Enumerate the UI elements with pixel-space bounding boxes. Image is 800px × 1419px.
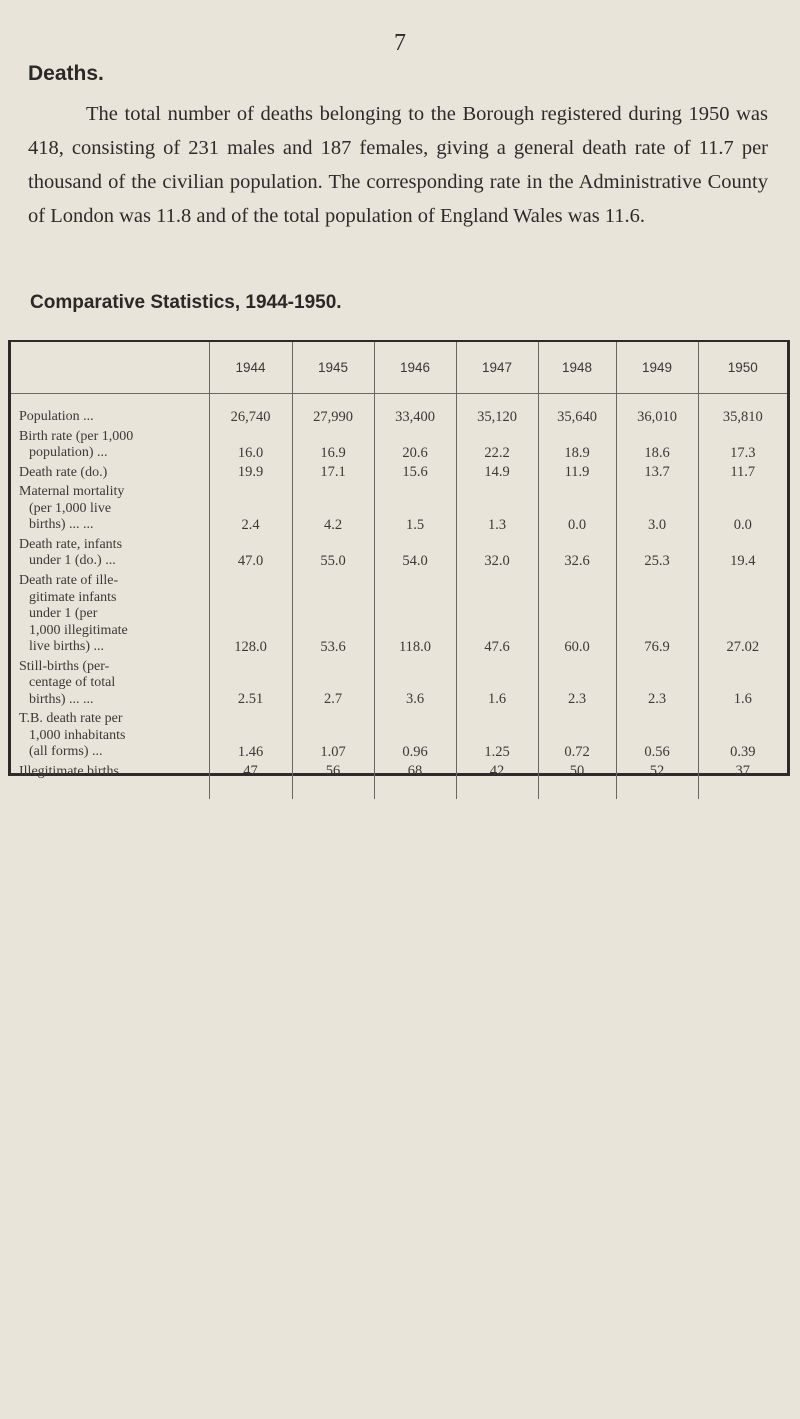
- data-cell: 55.0: [292, 535, 374, 571]
- row-label-line: Birth rate (per 1,000: [19, 428, 134, 444]
- spacer-cell: [209, 781, 292, 799]
- row-label-line: births) ... ...: [29, 691, 94, 707]
- row-label-line: 1,000 illegitimate: [29, 622, 128, 638]
- spacer-cell: [698, 781, 787, 799]
- data-cell: 35,120: [456, 394, 538, 427]
- row-label-line: (all forms) ...: [29, 744, 103, 759]
- row-label-line: Illegitimate births: [19, 763, 119, 779]
- data-cell: 4.2: [292, 482, 374, 535]
- data-cell: 47.6: [456, 571, 538, 657]
- data-cell: 0.56: [616, 709, 698, 762]
- row-label: [11, 571, 209, 657]
- data-cell: 52: [616, 762, 698, 782]
- row-label-line: population) ...: [29, 445, 108, 460]
- data-cell: 1.07: [292, 709, 374, 762]
- year-header: 1948: [538, 342, 616, 394]
- spacer-cell: [292, 781, 374, 799]
- data-cell: 0.0: [538, 482, 616, 535]
- table-spacer-row: [11, 781, 787, 799]
- row-label-line: under 1 (per: [29, 606, 98, 621]
- table-row: [11, 657, 787, 710]
- row-label-line: births) ... ...: [29, 517, 94, 532]
- data-cell: 50: [538, 762, 616, 782]
- year-header: 1944: [209, 342, 292, 394]
- year-header: 1946: [374, 342, 456, 394]
- row-label-line: gitimate infants: [29, 589, 117, 605]
- data-cell: 17.1: [292, 463, 374, 483]
- data-cell: 56: [292, 762, 374, 782]
- data-cell: 1.5: [374, 482, 456, 535]
- data-cell: 1.3: [456, 482, 538, 535]
- data-cell: 19.9: [209, 463, 292, 483]
- data-cell: 1.25: [456, 709, 538, 762]
- data-cell: 42: [456, 762, 538, 782]
- data-cell: 68: [374, 762, 456, 782]
- row-label-line: Maternal mortality: [19, 484, 125, 499]
- deaths-heading: Deaths.: [28, 62, 104, 85]
- data-cell: 3.0: [616, 482, 698, 535]
- data-cell: 17.3: [698, 427, 787, 463]
- data-cell: 26,740: [209, 394, 292, 427]
- data-cell: 3.6: [374, 657, 456, 710]
- table-row: [11, 482, 787, 535]
- data-cell: 22.2: [456, 427, 538, 463]
- data-cell: 18.9: [538, 427, 616, 463]
- row-label-line: under 1 (do.) ...: [29, 553, 116, 568]
- data-cell: 32.6: [538, 535, 616, 571]
- data-cell: 118.0: [374, 571, 456, 657]
- table-row: [11, 571, 787, 657]
- data-cell: 47.0: [209, 535, 292, 571]
- row-label-line: (per 1,000 live: [29, 500, 112, 516]
- header-row: [11, 342, 787, 394]
- row-label: [11, 482, 209, 535]
- data-cell: 35,640: [538, 394, 616, 427]
- data-cell: 25.3: [616, 535, 698, 571]
- data-cell: 15.6: [374, 463, 456, 483]
- data-cell: 0.39: [698, 709, 787, 762]
- row-label: [11, 762, 209, 782]
- data-cell: 2.4: [209, 482, 292, 535]
- data-cell: 47: [209, 762, 292, 782]
- data-cell: 2.3: [538, 657, 616, 710]
- data-cell: 27.02: [698, 571, 787, 657]
- data-cell: 0.72: [538, 709, 616, 762]
- data-cell: 76.9: [616, 571, 698, 657]
- table-row: [11, 709, 787, 762]
- data-cell: 1.46: [209, 709, 292, 762]
- data-cell: 37: [698, 762, 787, 782]
- row-label-line: T.B. death rate per: [19, 711, 123, 726]
- data-cell: 54.0: [374, 535, 456, 571]
- year-header: 1950: [698, 342, 787, 394]
- data-cell: 16.9: [292, 427, 374, 463]
- data-cell: 36,010: [616, 394, 698, 427]
- row-label-line: Population ...: [19, 409, 94, 424]
- table-row: [11, 463, 787, 483]
- data-cell: 1.6: [698, 657, 787, 710]
- deaths-paragraph: The total number of deaths belonging to the Borough registered during 1950 was 418, consisting of 231 males and 187 females, giving a general death rate of 11.7 per thousand of the civilian population. The corresponding rate in the Administrative County of London was 11.8 and of the total population of England Wales was 11.6.: [28, 103, 768, 227]
- row-label: [11, 709, 209, 762]
- data-cell: 53.6: [292, 571, 374, 657]
- year-header: 1945: [292, 342, 374, 394]
- data-cell: 20.6: [374, 427, 456, 463]
- data-cell: 11.7: [698, 463, 787, 483]
- row-label: [11, 535, 209, 571]
- data-cell: 19.4: [698, 535, 787, 571]
- data-cell: 2.51: [209, 657, 292, 710]
- data-cell: 60.0: [538, 571, 616, 657]
- data-cell: 16.0: [209, 427, 292, 463]
- data-cell: 2.7: [292, 657, 374, 710]
- table-row: [11, 427, 787, 463]
- row-label-line: live births) ...: [29, 639, 105, 654]
- header-blank-cell: [11, 342, 209, 394]
- row-label-line: Death rate (do.): [19, 464, 108, 480]
- data-cell: 2.3: [616, 657, 698, 710]
- data-cell: 14.9: [456, 463, 538, 483]
- row-label-line: Death rate, infants: [19, 536, 123, 552]
- data-cell: 35,810: [698, 394, 787, 427]
- data-cell: 13.7: [616, 463, 698, 483]
- data-cell: 0.0: [698, 482, 787, 535]
- data-cell: 11.9: [538, 463, 616, 483]
- data-cell: 1.6: [456, 657, 538, 710]
- data-cell: 33,400: [374, 394, 456, 427]
- page-number: 7: [394, 30, 406, 56]
- table-row: [11, 535, 787, 571]
- row-label: [11, 427, 209, 463]
- spacer-cell: [374, 781, 456, 799]
- data-cell: 32.0: [456, 535, 538, 571]
- row-label-line: 1,000 inhabitants: [29, 727, 126, 743]
- row-label: [11, 657, 209, 710]
- year-header: 1949: [616, 342, 698, 394]
- spacer-cell: [456, 781, 538, 799]
- spacer-cell: [538, 781, 616, 799]
- spacer-cell: [616, 781, 698, 799]
- data-cell: 128.0: [209, 571, 292, 657]
- spacer-cell: [11, 781, 209, 799]
- table-row: [11, 394, 787, 427]
- table-body: [11, 394, 787, 800]
- row-label: [11, 394, 209, 427]
- row-label: [11, 463, 209, 483]
- table-row: [11, 762, 787, 782]
- statistics-grid: [11, 342, 787, 799]
- comparative-statistics-table: [8, 340, 790, 779]
- data-cell: 0.96: [374, 709, 456, 762]
- table-heading: Comparative Statistics, 1944-1950.: [30, 292, 342, 313]
- year-header: 1947: [456, 342, 538, 394]
- row-label-line: Still-births (per-: [19, 658, 110, 674]
- data-cell: 27,990: [292, 394, 374, 427]
- row-label-line: Death rate of ille-: [19, 573, 119, 588]
- data-cell: 18.6: [616, 427, 698, 463]
- row-label-line: centage of total: [29, 675, 116, 690]
